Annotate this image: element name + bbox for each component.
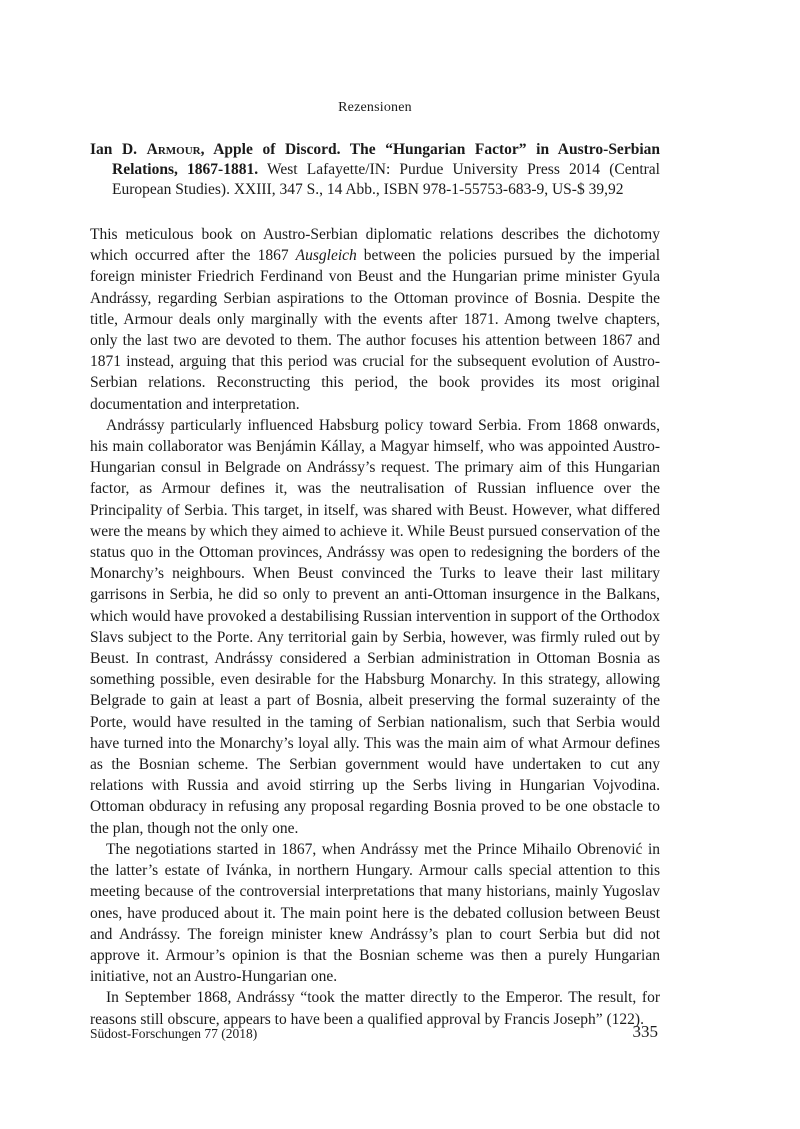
page: [90, 0, 660, 1129]
paragraph-1: [90, 224, 660, 415]
paragraph-1-rest: between the policies pursued by the imperial foreign minister Friedrich Ferdinand von Beust and the Hungarian prime minister Gyula Andrássy, regarding Serbian aspirations to the Ottoman province of Bosnia. Despite the title, Armour deals only marginally with the events after 1871. Among twelve chapters, only the last two are devoted to them. The author focuses his attention between 1867 and 1871 instead, arguing that this period was crucial for the subsequent evolution of Austro-Serbian relations. Reconstructing this period, the book provides its most original documentation and interpretation.: [90, 247, 660, 413]
paragraph-4: In September 1868, Andrássy “took the matter directly to the Emperor. The result, for reasons still obscure, appears to have been a qualified approval by Francis Joseph” (122).: [90, 989, 660, 1028]
page-number: 335: [632, 1022, 658, 1041]
author-last-name: Armour: [146, 141, 201, 158]
journal-name: Südost-Forschungen 77 (2018): [90, 1026, 258, 1041]
review-citation: [90, 140, 660, 200]
paragraph-1-start: This meticulous book on Austro-Serbian diplomatic relations describes the dichotomy which occurred after the 1867: [90, 226, 660, 265]
running-head: Rezensionen: [338, 100, 412, 115]
book-title: , Apple of Discord. The “Hungarian Factor” in Austro-Serbian Relations, 1867-1881.: [112, 141, 660, 178]
paragraph-1-italic-term: Ausgleich: [295, 247, 357, 265]
author-first-name: Ian D.: [90, 141, 147, 158]
paragraph-2: Andrássy particularly influenced Habsburg policy toward Serbia. From 1868 onwards, his main collaborator was Benjámin Kállay, a Magyar himself, who was appointed Austro-Hungarian consul in Belgrade on Andrássy’s request. The primary aim of this Hungarian factor, as Armour defines it, was the neutralisation of Russian influence over the Principality of Serbia. This target, in itself, was shared with Beust. However, what differed were the means by which they aimed to achieve it. While Beust pursued conservation of the status quo in the Ottoman provinces, Andrássy was open to redesigning the borders of the Monarchy’s neighbours. When Beust convinced the Turks to leave their last military garrisons in Serbia, he did so only to prevent an anti-Ottoman insurgence in the Balkans, which would have provoked a destabilising Russian intervention in support of the Orthodox Slavs subject to the Porte. Any territorial gain by Serbia, however, was firmly ruled out by Beust. In contrast, Andrássy considered a Serbian administration in Ottoman Bosnia as something possible, even desirable for the Habsburg Monarchy. In this strategy, allowing Belgrade to gain at least a part of Bosnia, albeit preserving the formal suzerainty of the Porte, would have resulted in the taming of Serbian nationalism, such that Serbia would have turned into the Monarchy’s loyal ally. This was the main aim of what Armour defines as the Bosnian scheme. The Serbian government would have undertaken to cut any relations with Russia and avoid stirring up the Serbs living in Hungarian Vojvodina. Ottoman obduracy in refusing any proposal regarding Bosnia proved to be one obstacle to the plan, though not the only one.: [90, 416, 660, 837]
paragraph-3: The negotiations started in 1867, when Andrássy met the Prince Mihailo Obrenović in the latter’s estate of Ivánka, in northern Hungary. Armour calls special attention to this meeting because of the controversial interpretations that many historians, mainly Yugoslav ones, have produced about it. The main point here is the debated collusion between Beust and Andrássy. The foreign minister knew Andrássy’s plan to court Serbia but did not approve it. Armour’s opinion is that the Bosnian scheme was then a purely Hungarian initiative, not an Austro-Hungarian one.: [90, 840, 660, 986]
publication-details: West Lafayette/IN: Purdue University Press 2014 (Central European Studies). XXIII, 347 S., 14 Abb., ISBN 978-1-55753-683-9, US-$ 39,92: [112, 161, 660, 198]
review-body: [90, 224, 660, 1030]
page-footer: [90, 1018, 660, 1042]
